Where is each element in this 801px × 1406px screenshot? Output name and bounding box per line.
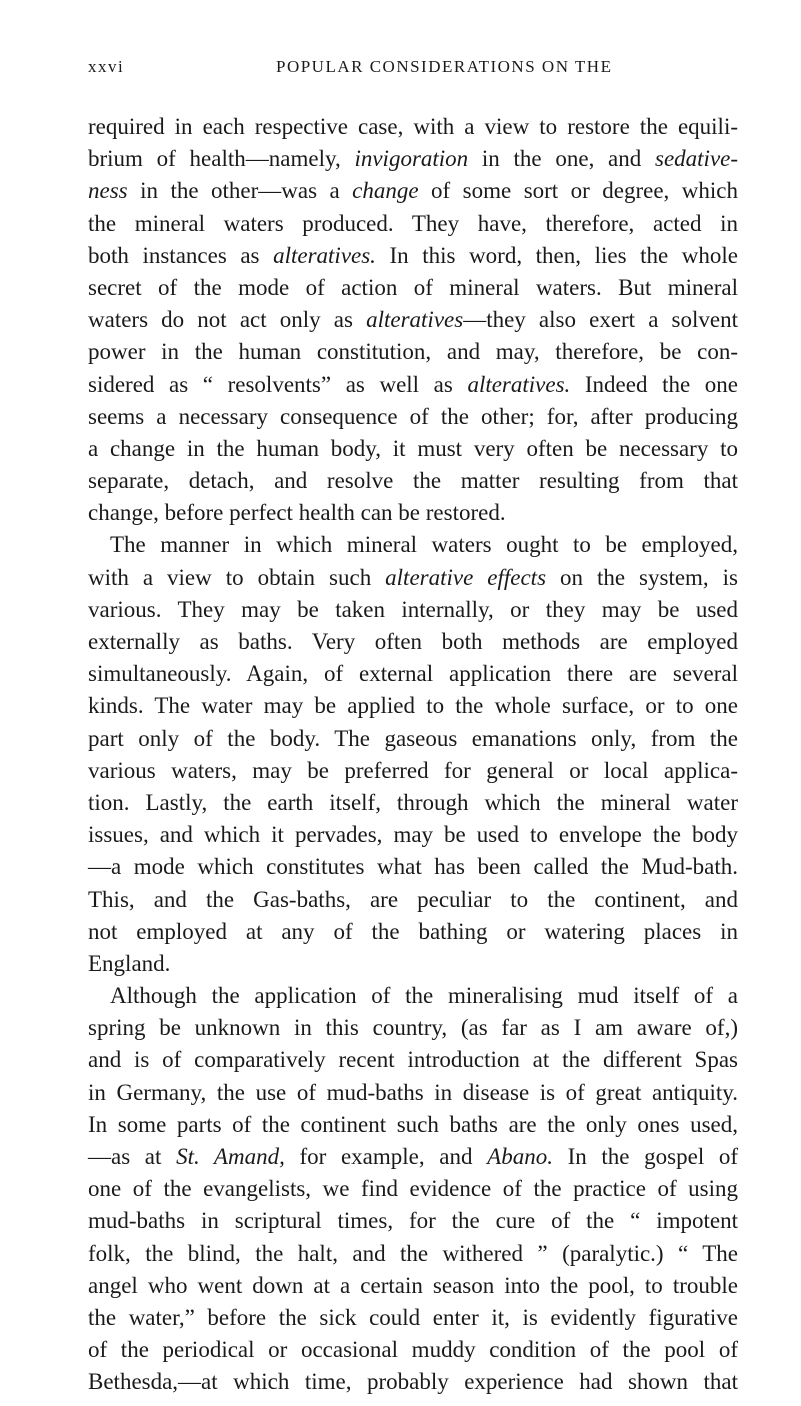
text-line (88, 1173, 738, 1205)
text-line (88, 884, 738, 916)
text-run: issues, and which it pervades, may be used to envelope the body (88, 822, 738, 848)
text-line (88, 272, 738, 304)
text-line (88, 208, 738, 240)
text-line (88, 143, 738, 175)
text-run: required in each respective case, with a view to restore the equili- (88, 114, 738, 139)
text-run: a change in the human body, it must very often be necessary to (88, 435, 738, 461)
text-line (88, 626, 738, 658)
text-run: Bethesda,—at which time, probably experience had shown that (88, 1369, 738, 1395)
text-run: secret of the mode of action of mineral waters. But mineral (88, 274, 738, 300)
running-title: POPULAR CONSIDERATIONS ON THE (276, 57, 613, 76)
text-line (88, 111, 738, 143)
text-run: various waters, may be preferred for general or local applica- (88, 757, 738, 783)
text-line (88, 723, 738, 755)
text-run: —they also exert a solvent (463, 307, 738, 333)
text-run: power in the human constitution, and may, therefore, be con- (88, 339, 738, 365)
italic-text: Abano. (487, 1144, 553, 1169)
text-line (88, 1334, 738, 1366)
text-line (88, 1366, 738, 1398)
text-run: change, before perfect health can be restored. (88, 500, 506, 526)
text-run: part only of the body. The gaseous emanations only, from the (88, 725, 738, 751)
text-line (88, 1141, 738, 1173)
text-run: waters do not act only as (88, 307, 367, 333)
text-line (88, 787, 738, 819)
text-run: —as at (88, 1144, 177, 1169)
text-run: spring be unknown in this country, (as far as I am aware of,) (88, 1015, 738, 1041)
text-run: angel who went down at a certain season into the pool, to trouble (88, 1272, 738, 1298)
text-line (88, 336, 738, 368)
text-run: seems a necessary consequence of the other; for, after producing (88, 403, 738, 429)
text-run: the water,” before the sick could enter it, is evidently figurative (88, 1304, 738, 1330)
text-line (88, 240, 738, 272)
text-line (88, 690, 738, 722)
text-run: The manner in which mineral waters ought to be employed, (110, 532, 738, 558)
text-run: brium of health—namely, (88, 146, 355, 172)
text-line (88, 851, 738, 883)
text-line (88, 1270, 738, 1302)
text-line (88, 1012, 738, 1044)
text-line (88, 401, 738, 433)
text-run: and is of comparatively recent introduction at the different Spas (88, 1047, 738, 1073)
text-run: of the periodical or occasional muddy condition of the pool of (88, 1337, 738, 1363)
italic-text: alteratives (366, 307, 464, 333)
text-line (88, 819, 738, 851)
text-line (88, 658, 738, 690)
italic-text: St. Amand, (176, 1144, 285, 1169)
body-text (88, 111, 738, 1399)
text-line (88, 497, 738, 529)
text-line (88, 1044, 738, 1076)
text-line (88, 1238, 738, 1270)
text-line (88, 594, 738, 626)
text-run: —a mode which constitutes what has been called the Mud-bath. (88, 854, 738, 880)
text-run: Although the application of the mineralising mud itself of a (110, 983, 738, 1009)
running-header (88, 57, 738, 87)
text-line (88, 1205, 738, 1237)
text-line (88, 755, 738, 787)
text-run: mud-baths in scriptural times, for the cure of the “ impotent (88, 1208, 738, 1234)
text-run: in the other—was a (127, 178, 353, 204)
text-line (88, 175, 738, 207)
text-run: on the system, is (546, 564, 738, 590)
text-run: various. They may be taken internally, or they may be used (88, 596, 738, 622)
text-run: simultaneously. Again, of external application there are several (88, 661, 738, 687)
text-run: kinds. The water may be applied to the whole surface, or to one (88, 693, 738, 719)
text-line (88, 980, 738, 1012)
text-run: In the gospel of (552, 1144, 739, 1169)
text-run: externally as baths. Very often both methods are employed (88, 629, 738, 654)
text-run: tion. Lastly, the earth itself, through which the mineral water (88, 789, 738, 815)
italic-text: invigoration (354, 146, 469, 172)
text-run: for example, and (284, 1144, 488, 1169)
italic-text: alterative effects (385, 564, 547, 590)
italic-text: alteratives. (273, 242, 376, 268)
text-run: one of the evangelists, we find evidence of the practice of using (88, 1176, 738, 1202)
text-run: of some sort or degree, which (418, 178, 738, 204)
text-line (88, 304, 738, 336)
text-run: with a view to obtain such (88, 564, 386, 590)
text-line (88, 529, 738, 561)
italic-text: sedative- (655, 146, 739, 172)
text-run: In this word, then, lies the whole (375, 242, 738, 268)
text-run: not employed at any of the bathing or watering places in (88, 918, 738, 944)
text-run: both instances as (88, 242, 274, 268)
text-run: Indeed the one (570, 371, 738, 397)
italic-text: change (352, 178, 419, 204)
text-run: in Germany, the use of mud-baths in disease is of great antiquity. (88, 1079, 738, 1105)
text-line (88, 433, 738, 465)
text-run: in the one, and (468, 146, 655, 172)
text-run: separate, detach, and resolve the matter resulting from that (88, 468, 738, 494)
text-line (88, 465, 738, 497)
text-line (88, 948, 738, 980)
text-run: In some parts of the continent such baths are the only ones used, (88, 1111, 738, 1137)
page-number: xxvi (88, 57, 125, 76)
italic-text: alteratives. (467, 371, 571, 397)
text-run: folk, the blind, the halt, and the withered ” (paralytic.) “ The (88, 1240, 738, 1266)
text-run: sidered as “ resolvents” as well as (88, 371, 468, 397)
text-line (88, 369, 738, 401)
text-run: the mineral waters produced. They have, therefore, acted in (88, 210, 738, 236)
text-line (88, 562, 738, 594)
text-line (88, 1109, 738, 1141)
text-run: This, and the Gas-baths, are peculiar to the continent, and (88, 886, 738, 912)
text-line (88, 1077, 738, 1109)
italic-text: ness (88, 178, 128, 204)
text-line (88, 916, 738, 948)
text-run: England. (88, 950, 171, 976)
text-line (88, 1302, 738, 1334)
